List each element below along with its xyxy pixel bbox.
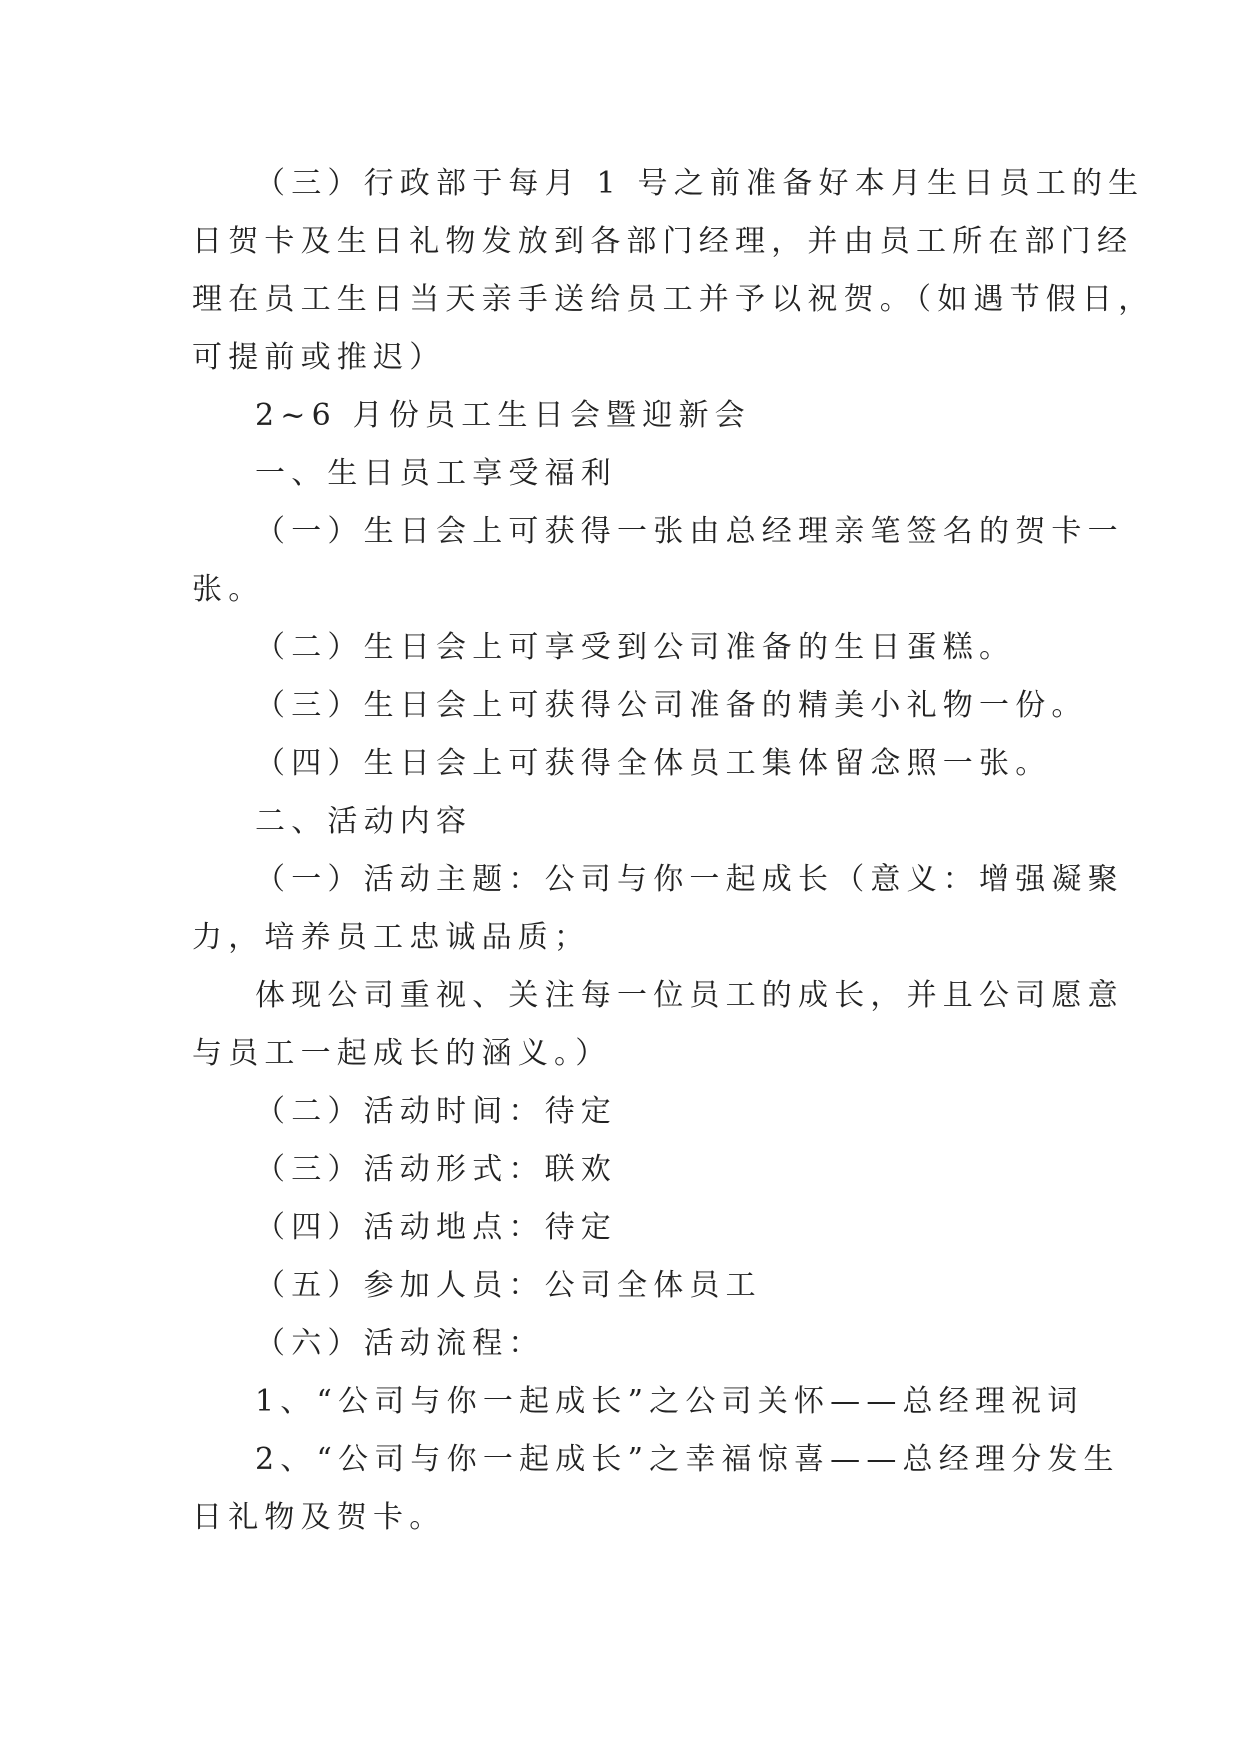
- paragraph-line: （四）生日会上可获得全体员工集体留念照一张。: [255, 746, 1052, 781]
- paragraph-line: （六）活动流程：: [255, 1326, 545, 1361]
- paragraph-line: 体现公司重视、关注每一位员工的成长，并且公司愿意: [255, 978, 1124, 1013]
- paragraph-line: （三）生日会上可获得公司准备的精美小礼物一份。: [255, 688, 1088, 723]
- paragraph-line: （一）生日会上可获得一张由总经理亲笔签名的贺卡一: [255, 514, 1124, 549]
- section-heading: 一、生日员工享受福利: [255, 456, 617, 491]
- paragraph-line: 张。: [192, 572, 265, 607]
- section-heading: 二、活动内容: [255, 804, 473, 839]
- paragraph-line: 理在员工生日当天亲手送给员工并予以祝贺。（如遇节假日，: [192, 282, 1155, 317]
- paragraph-line: （二）活动时间：待定: [255, 1094, 617, 1129]
- paragraph-line: （三）行政部于每月 1 号之前准备好本月生日员工的生: [255, 166, 1145, 201]
- paragraph-line: （五）参加人员：公司全体员工: [255, 1268, 762, 1303]
- paragraph-line: （一）活动主题：公司与你一起成长（意义：增强凝聚: [255, 862, 1124, 897]
- paragraph-line: 1、“公司与你一起成长”之公司关怀——总经理祝词: [255, 1384, 1084, 1419]
- paragraph-line: 可提前或推迟）: [192, 340, 446, 375]
- paragraph-line: 2、“公司与你一起成长”之幸福惊喜——总经理分发生: [255, 1442, 1120, 1477]
- paragraph-line: 日礼物及贺卡。: [192, 1500, 446, 1535]
- paragraph-line: 日贺卡及生日礼物发放到各部门经理，并由员工所在部门经: [192, 224, 1134, 259]
- paragraph-line: （三）活动形式：联欢: [255, 1152, 617, 1187]
- paragraph-line: 与员工一起成长的涵义。）: [192, 1036, 612, 1071]
- paragraph-line: （四）活动地点：待定: [255, 1210, 617, 1245]
- paragraph-line: 力，培养员工忠诚品质；: [192, 920, 591, 955]
- section-heading: 2~6 月份员工生日会暨迎新会: [255, 398, 751, 433]
- paragraph-line: （二）生日会上可享受到公司准备的生日蛋糕。: [255, 630, 1016, 665]
